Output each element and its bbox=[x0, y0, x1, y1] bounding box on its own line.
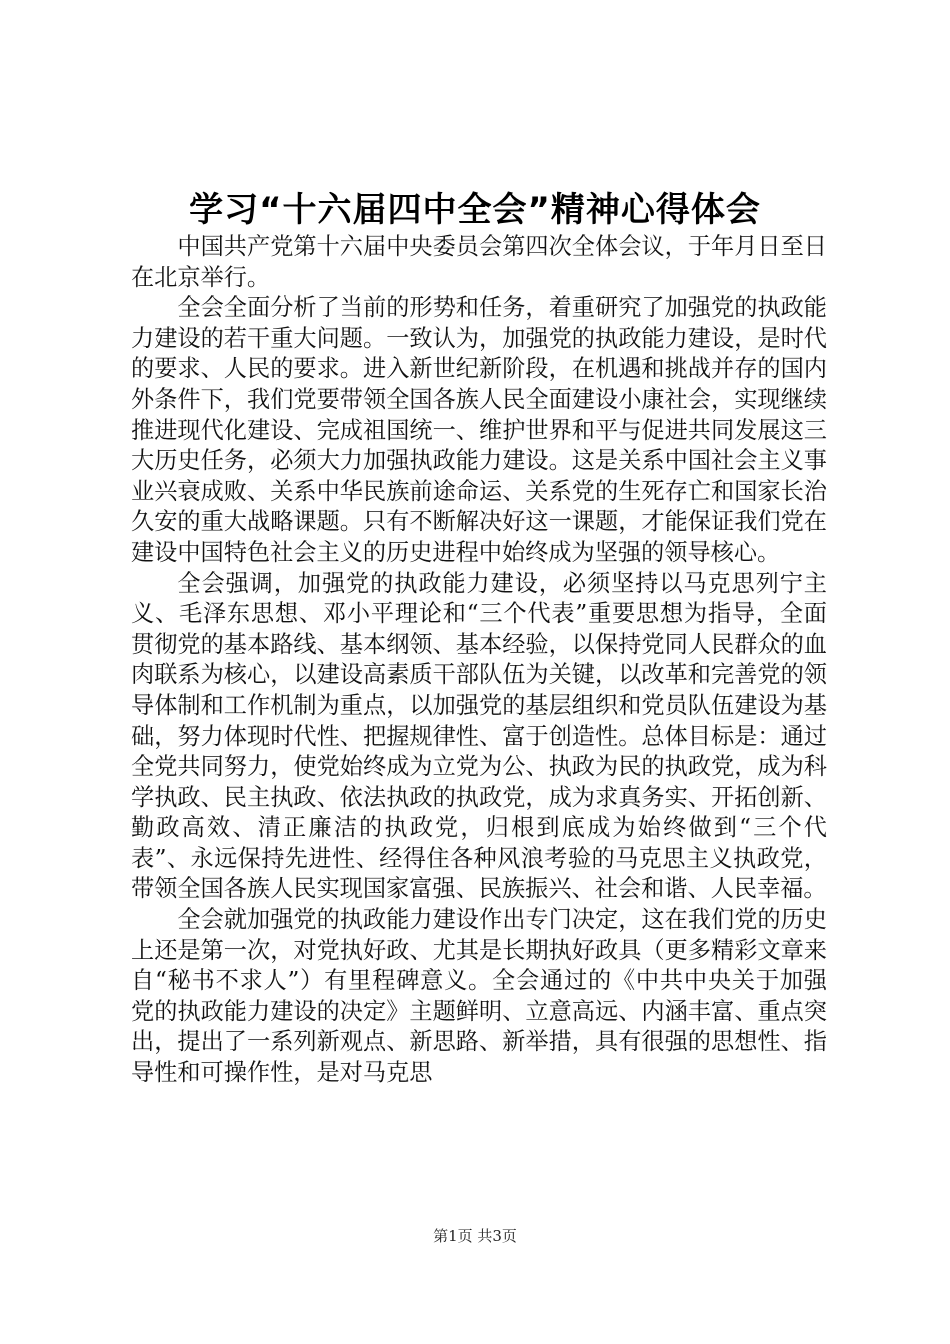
paragraph-4: 全会就加强党的执政能力建设作出专门决定，这在我们党的历史上还是第一次，对党执好政、尤其是长期执好政具（更多精彩文章来自“秘书不求人”）有里程碑意义。全会通过的《中共中央关于加强党的执政能力建设的决定》主题鲜明、立意高远、内涵丰富、重点突出，提出了一系列新观点、新思路、新举措，具有很强的思想性、指导性和可操作性，是对马克思 bbox=[131, 906, 827, 1087]
paragraph-1: 中国共产党第十六届中央委员会第四次全体会议，于年月日至日在北京举行。 bbox=[131, 233, 827, 291]
document-body bbox=[131, 232, 827, 1089]
page-footer: 第1页 共3页 bbox=[433, 1227, 517, 1245]
paragraph-2: 全会全面分析了当前的形势和任务，着重研究了加强党的执政能力建设的若干重大问题。一致认为，加强党的执政能力建设，是时代的要求、人民的要求。进入新世纪新阶段，在机遇和挑战并存的国内外条件下，我们党要带领全国各族人民全面建设小康社会，实现继续推进现代化建设、完成祖国统一、维护世界和平与促进共同发展这三大历史任务，必须大力加强执政能力建设。这是关系中国社会主义事业兴衰成败、关系中华民族前途命运、关系党的生死存亡和国家长治久安的重大战略课题。只有不断解决好这一课题，才能保证我们党在建设中国特色社会主义的历史进程中始终成为坚强的领导核心。 bbox=[131, 294, 827, 566]
document-title: 学习“十六届四中全会”精神心得体会 bbox=[189, 190, 761, 230]
paragraph-3: 全会强调，加强党的执政能力建设，必须坚持以马克思列宁主义、毛泽东思想、邓小平理论和“三个代表”重要思想为指导，全面贯彻党的基本路线、基本纲领、基本经验，以保持党同人民群众的血肉联系为核心，以建设高素质干部队伍为关键，以改革和完善党的领导体制和工作机制为重点，以加强党的基层组织和党员队伍建设为基础，努力体现时代性、把握规律性、富于创造性。总体目标是：通过全党共同努力，使党始终成为立党为公、执政为民的执政党，成为科学执政、民主执政、依法执政的执政党，成为求真务实、开拓创新、勤政高效、清正廉洁的执政党，归根到底成为始终做到“三个代表”、永远保持先进性、经得住各种风浪考验的马克思主义执政党，带领全国各族人民实现国家富强、民族振兴、社会和谐、人民幸福。 bbox=[131, 569, 827, 903]
